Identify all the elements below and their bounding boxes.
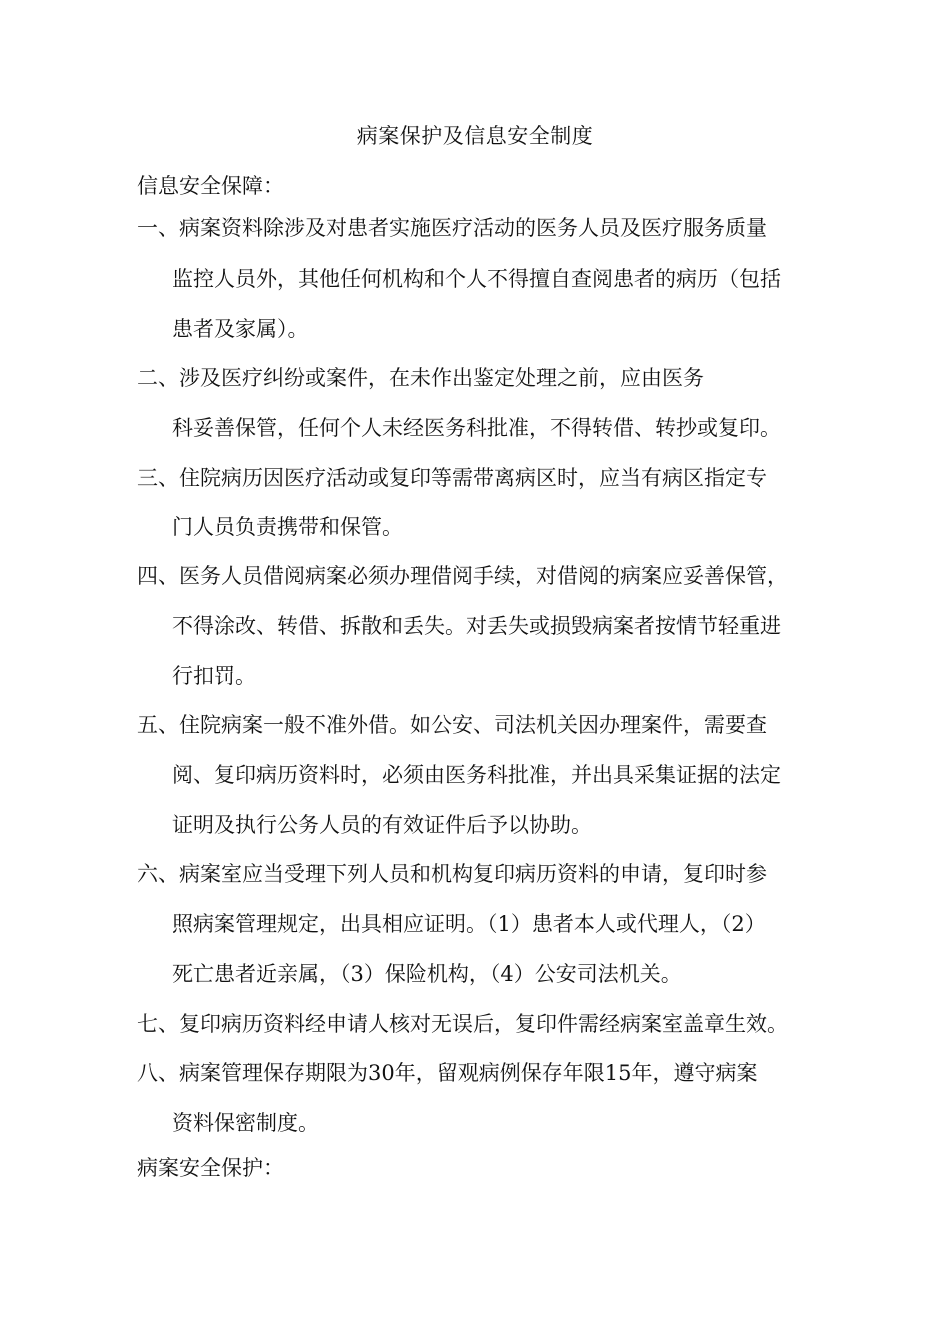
item-8-line-1: 八、病案管理保存期限为30年，留观病例保存年限15年，遵守病案 <box>137 1061 758 1085</box>
item-2-line-2: 科妥善保管，任何个人未经医务科批准，不得转借、转抄或复印。 <box>172 416 781 440</box>
document-title: 病案保护及信息安全制度 <box>356 124 594 148</box>
item-6-line-3: 死亡患者近亲属，（3）保险机构，（4）公安司法机关。 <box>172 962 682 986</box>
item-5-line-2: 阅、复印病历资料时，必须由医务科批准，并出具采集证据的法定 <box>172 763 781 787</box>
item-5-line-1: 五、住院病案一般不准外借。如公安、司法机关因办理案件，需要查 <box>137 713 767 737</box>
section-heading-record-protection: 病案安全保护： <box>137 1156 284 1180</box>
item-4-line-1: 四、医务人员借阅病案必须办理借阅手续，对借阅的病案应妥善保管， <box>137 564 788 588</box>
item-1-line-3: 患者及家属）。 <box>172 317 309 341</box>
item-1-line-1: 一、病案资料除涉及对患者实施医疗活动的医务人员及医疗服务质量 <box>137 216 767 240</box>
item-6-line-1: 六、病案室应当受理下列人员和机构复印病历资料的申请，复印时参 <box>137 862 767 886</box>
item-4-line-2: 不得涂改、转借、拆散和丢失。对丢失或损毁病案者按情节轻重进 <box>172 614 781 638</box>
item-5-line-3: 证明及执行公务人员的有效证件后予以协助。 <box>172 813 592 837</box>
item-7-line-1: 七、复印病历资料经申请人核对无误后，复印件需经病案室盖章生效。 <box>137 1012 788 1036</box>
item-2-line-1: 二、涉及医疗纠纷或案件，在未作出鉴定处理之前，应由医务 <box>137 366 704 390</box>
item-8-line-2: 资料保密制度。 <box>172 1111 319 1135</box>
item-3-line-2: 门人员负责携带和保管。 <box>172 515 403 539</box>
item-3-line-1: 三、住院病历因医疗活动或复印等需带离病区时，应当有病区指定专 <box>137 466 767 490</box>
item-4-line-3: 行扣罚。 <box>172 664 256 688</box>
item-1-line-2: 监控人员外，其他任何机构和个人不得擅自查阅患者的病历（包括 <box>172 267 781 291</box>
section-heading-info-security: 信息安全保障： <box>137 174 284 198</box>
item-6-line-2: 照病案管理规定，出具相应证明。（1）患者本人或代理人，（2） <box>172 912 766 936</box>
